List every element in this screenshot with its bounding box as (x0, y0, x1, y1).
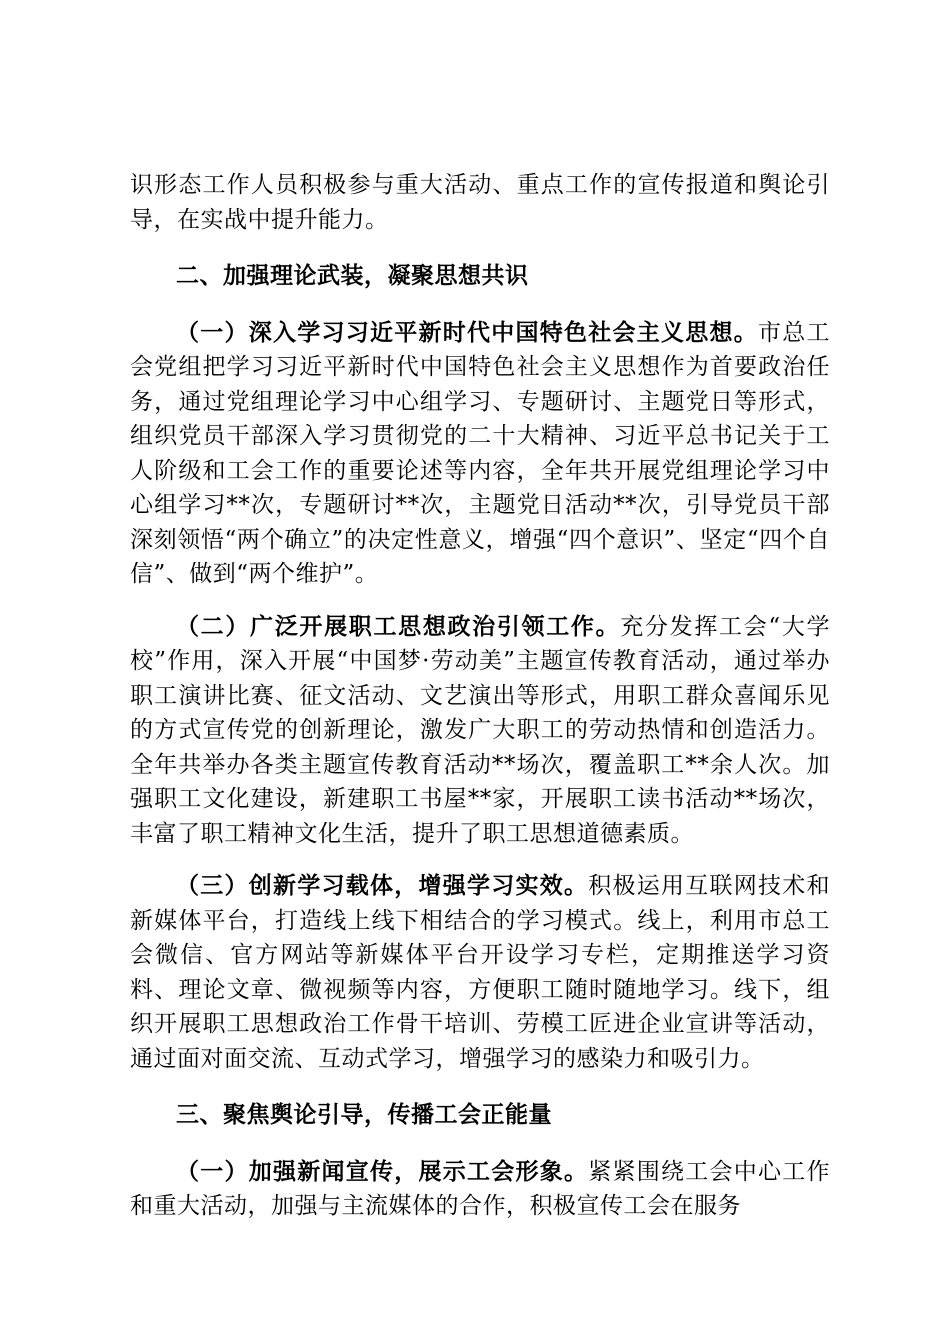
subsection-body-1: 市总工会党组把学习习近平新时代中国特色社会主义思想作为首要政治任务，通过党组理论学习中心组学习、专题研讨、主题党日等形式，组织党员干部深入学习贯彻党的二十大精神、习近平总书记关于工人阶级和工会工作的重要论述等内容，全年共开展党组理论学习中心组学习**次，专题研讨**次，主题党日活动**次，引导党员干部深刻领悟“两个确立”的决定性意义，增强“四个意识”、坚定“四个自信”、做到“两个维护”。 (130, 319, 830, 587)
paragraph-continued: 识形态工作人员积极参与重大活动、重点工作的宣传报道和舆论引导，在实战中提升能力。 (130, 172, 830, 233)
subsection-body-2: 充分发挥工会“大学校”作用，深入开展“中国梦·劳动美”主题宣传教育活动，通过举办职工演讲比赛、征文活动、文艺演出等形式，用职工群众喜闻乐见的方式宣传党的创新理论，激发广大职工的劳动热情和创造活力。全年共举办各类主题宣传教育活动**场次，覆盖职工**余人次。加强职工文化建设，新建职工书屋**家，开展职工读书活动**场次，丰富了职工精神文化生活，提升了职工思想道德素质。 (130, 613, 830, 847)
document-body (130, 168, 830, 1224)
subsection-title-3: （三）创新学习载体，增强学习实效。 (176, 872, 589, 899)
subsection-body-3-1: 紧紧围绕工会中心工作和重大活动，加强与主流媒体的合作，积极宣传工会在服务 (130, 1158, 830, 1219)
section-heading-3: 三、聚焦舆论引导，传播工会正能量 (176, 1101, 552, 1128)
paragraph-subsection-3 (130, 869, 830, 1076)
paragraph-subsection-3-1 (130, 1155, 830, 1224)
subsection-body-3: 积极运用互联网技术和新媒体平台，打造线上线下相结合的学习模式。线上，利用市总工会微信、官方网站等新媒体平台开设学习专栏，定期推送学习资料、理论文章、微视频等内容，方便职工随时随地学习。线下，组织开展职工思想政治工作骨干培训、劳模工匠进企业宣讲等活动，通过面对面交流、互动式学习，增强学习的感染力和吸引力。 (130, 873, 830, 1072)
paragraph-subsection-1 (130, 316, 830, 592)
subsection-title-3-1: （一）加强新闻宣传，展示工会形象。 (176, 1157, 589, 1185)
paragraph-subsection-2 (130, 610, 830, 852)
subsection-title-2: （二）广泛开展职工思想政治引领工作。 (176, 612, 621, 640)
subsection-title-1: （一）深入学习习近平新时代中国特色社会主义思想。 (176, 318, 758, 346)
section-heading-2: 二、加强理论武装，凝聚思想共识 (176, 262, 529, 289)
